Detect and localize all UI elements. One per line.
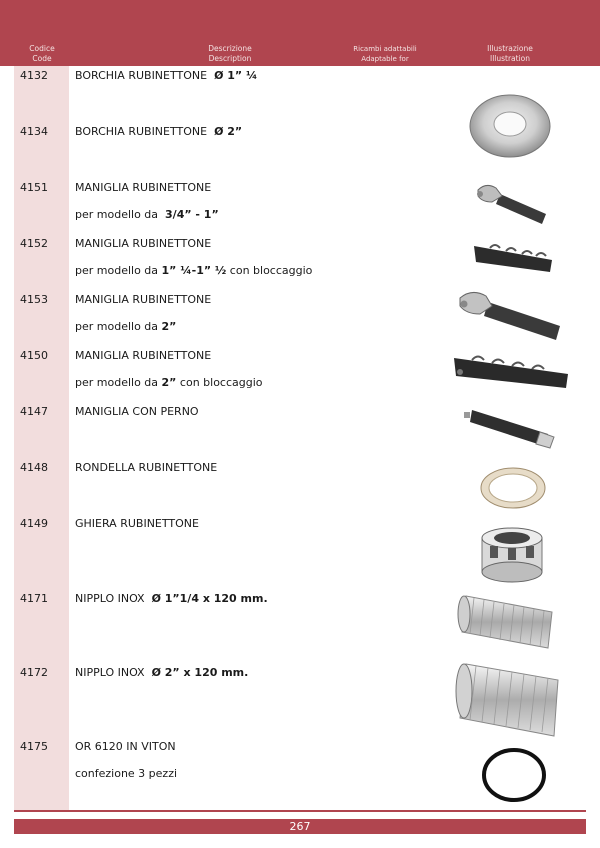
- header-code-en: Code: [32, 54, 52, 63]
- item-description: BORCHIA RUBINETTONE Ø 1” ¼: [75, 69, 258, 82]
- header-code-it: Codice: [29, 44, 55, 53]
- item-subdescription: confezione 3 pezzi: [75, 767, 178, 780]
- item-code: 4153: [20, 293, 48, 306]
- item-code: 4150: [20, 349, 48, 362]
- header-adapt-en: Adaptable for: [361, 55, 409, 63]
- header-code: [14, 44, 70, 64]
- item-description: OR 6120 IN VITON: [75, 740, 176, 753]
- header-ill-en: Illustration: [489, 54, 531, 63]
- handle-illustration: [470, 180, 550, 228]
- item-description: BORCHIA RUBINETTONE Ø 2”: [75, 125, 243, 138]
- handle-illustration: [452, 286, 564, 344]
- item-code: 4147: [20, 405, 48, 418]
- item-description: MANIGLIA RUBINETTONE: [75, 237, 212, 250]
- item-code: 4175: [20, 740, 48, 753]
- o-ring-illustration: [480, 746, 548, 804]
- item-code: 4172: [20, 666, 48, 679]
- item-code: 4149: [20, 517, 48, 530]
- item-description: MANIGLIA CON PERNO: [75, 405, 199, 418]
- item-description: MANIGLIA RUBINETTONE: [75, 181, 212, 194]
- item-description: GHIERA RUBINETTONE: [75, 517, 199, 530]
- item-subdescription: per modello da 3/4” - 1”: [75, 208, 219, 221]
- threaded-nipple-illustration: [454, 660, 566, 740]
- header-desc-en: Description: [208, 54, 252, 63]
- item-code: 4152: [20, 237, 48, 250]
- header-adaptable: [330, 44, 440, 64]
- escutcheon-illustration: [468, 90, 552, 160]
- locking-handle-illustration: [472, 240, 556, 278]
- header-desc-it: Descrizione: [208, 44, 252, 53]
- header-illustration: [462, 44, 558, 64]
- item-subdescription: per modello da 2”: [75, 320, 177, 333]
- item-code: 4148: [20, 461, 48, 474]
- bottom-rule: [14, 810, 586, 812]
- item-code: 4134: [20, 125, 48, 138]
- pin-handle-illustration: [462, 404, 558, 452]
- header-ill-it: Illustrazione: [487, 44, 533, 53]
- item-subdescription: per modello da 1” ¼-1” ½ con bloccaggio: [75, 264, 313, 277]
- code-column-band: [14, 66, 69, 810]
- item-code: 4132: [20, 69, 48, 82]
- item-subdescription: per modello da 2” con bloccaggio: [75, 376, 263, 389]
- locking-handle-illustration: [452, 350, 572, 392]
- item-description: MANIGLIA RUBINETTONE: [75, 349, 212, 362]
- item-description: MANIGLIA RUBINETTONE: [75, 293, 212, 306]
- header-adapt-it: Ricambi adattabili: [353, 45, 417, 53]
- ring-nut-illustration: [476, 520, 548, 584]
- item-code: 4171: [20, 592, 48, 605]
- item-description: NIPPLO INOX Ø 2” x 120 mm.: [75, 666, 249, 679]
- header-description: [150, 44, 310, 64]
- item-description: NIPPLO INOX Ø 1”1/4 x 120 mm.: [75, 592, 268, 605]
- item-code: 4151: [20, 181, 48, 194]
- page-number: 267: [14, 819, 586, 834]
- washer-illustration: [478, 465, 548, 511]
- threaded-nipple-illustration: [456, 590, 560, 654]
- item-description: RONDELLA RUBINETTONE: [75, 461, 218, 474]
